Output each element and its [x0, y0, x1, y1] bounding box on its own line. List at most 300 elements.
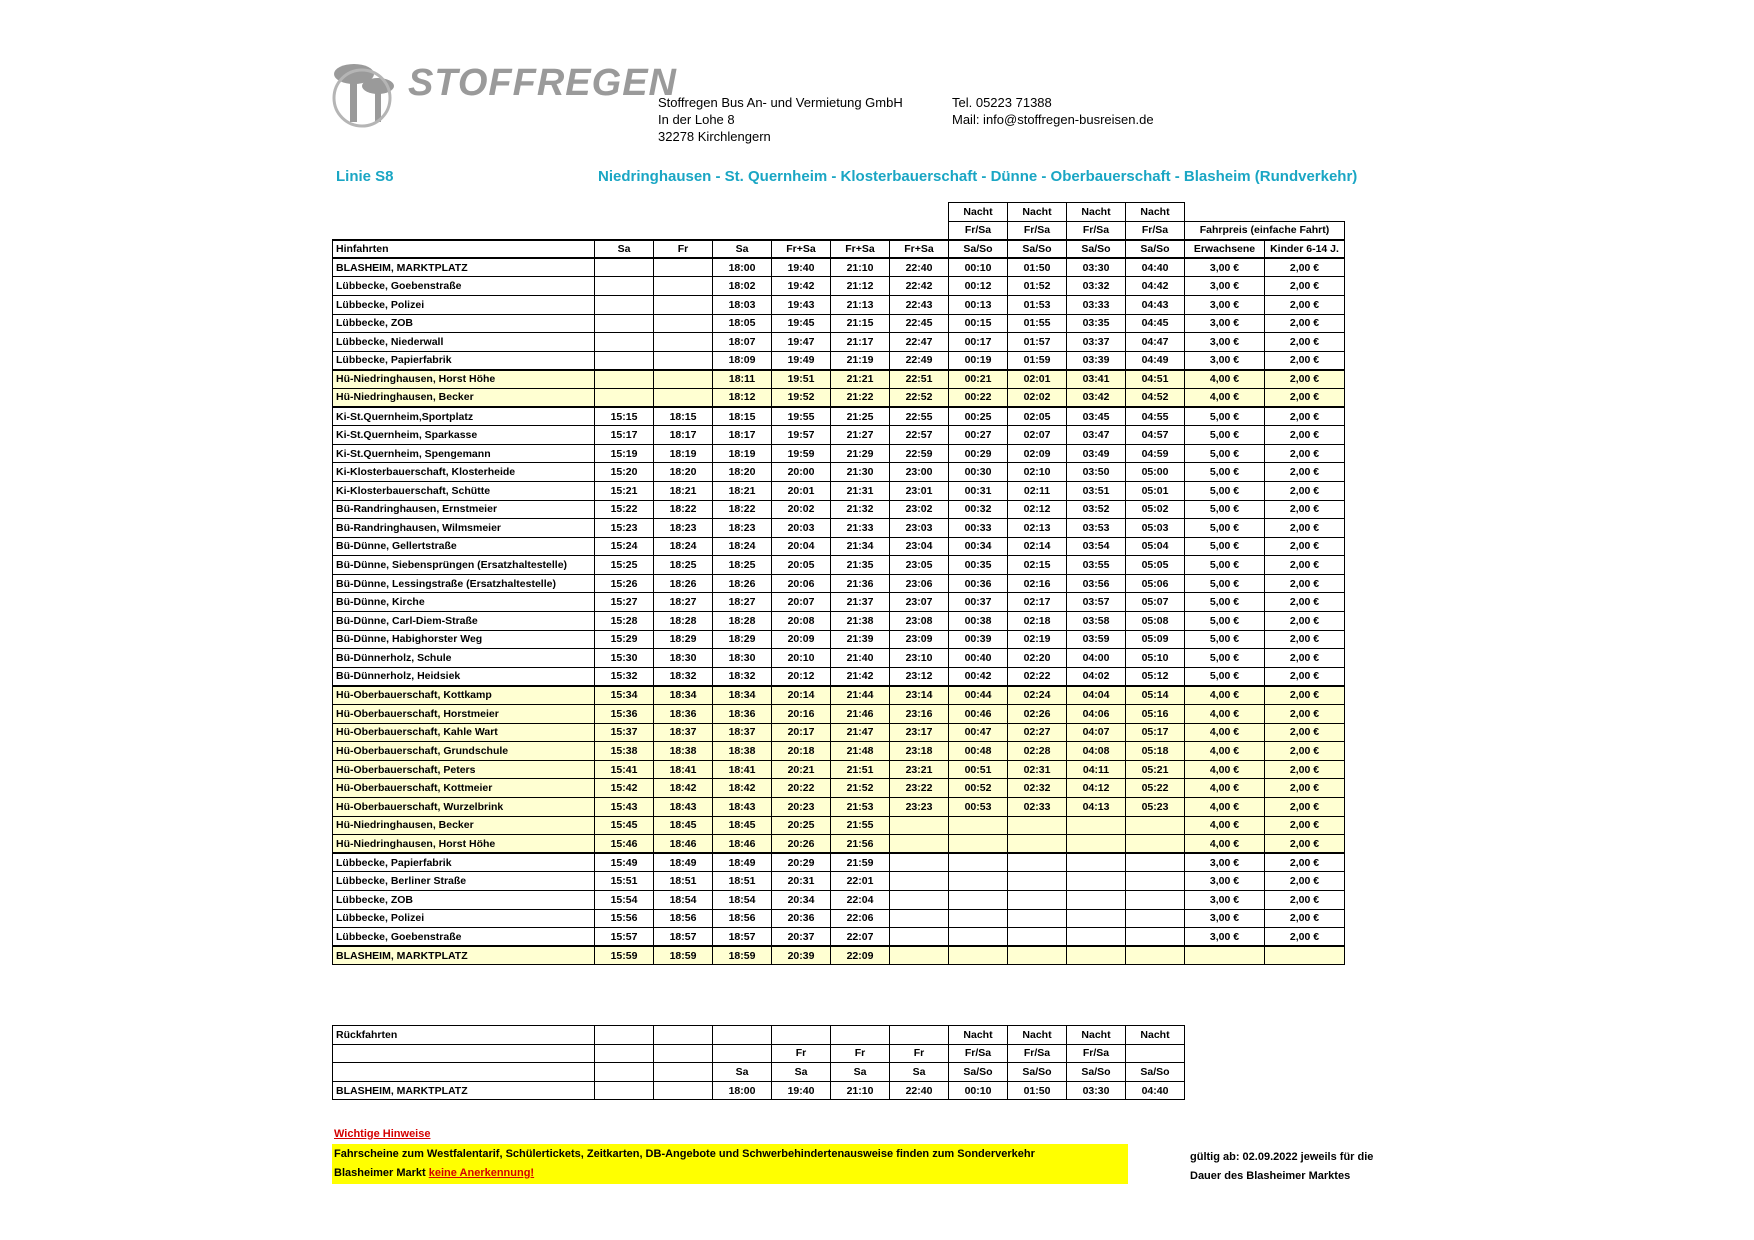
header-cell: Fr/Sa — [1008, 221, 1067, 240]
time-cell: 21:10 — [831, 1081, 890, 1100]
time-cell: 18:05 — [713, 314, 772, 333]
time-cell — [1008, 946, 1067, 965]
fare-cell: 2,00 € — [1265, 426, 1345, 445]
time-cell: 01:52 — [1008, 277, 1067, 296]
fare-cell: 3,00 € — [1185, 872, 1265, 891]
company-tel: Tel. 05223 71388 — [952, 95, 1052, 110]
time-cell: 15:36 — [595, 705, 654, 724]
fare-cell: 2,00 € — [1265, 649, 1345, 668]
company-contact — [952, 94, 1154, 128]
table-row — [333, 463, 1345, 482]
time-cell: 15:29 — [595, 630, 654, 649]
time-cell: 15:57 — [595, 928, 654, 947]
time-cell: 20:25 — [772, 816, 831, 835]
time-cell: 03:58 — [1067, 612, 1126, 631]
time-cell: 18:57 — [713, 928, 772, 947]
time-cell: 01:50 — [1008, 258, 1067, 277]
fare-cell: 4,00 € — [1185, 705, 1265, 724]
time-cell: 02:10 — [1008, 463, 1067, 482]
time-cell: 20:39 — [772, 946, 831, 965]
time-cell: 18:11 — [713, 370, 772, 389]
time-cell: 20:36 — [772, 909, 831, 928]
fare-cell: 2,00 € — [1265, 407, 1345, 426]
fare-cell: 5,00 € — [1185, 667, 1265, 686]
fare-cell: 2,00 € — [1265, 537, 1345, 556]
fare-cell: 2,00 € — [1265, 742, 1345, 761]
table-row — [333, 351, 1345, 370]
time-cell: 03:33 — [1067, 295, 1126, 314]
time-cell: 04:59 — [1126, 444, 1185, 463]
time-cell: 18:59 — [654, 946, 713, 965]
return-row — [333, 1026, 1185, 1045]
time-cell: 18:49 — [654, 853, 713, 872]
time-cell: 21:44 — [831, 686, 890, 705]
notes-warning: keine Anerkennung! — [428, 1167, 535, 1179]
time-cell: 20:05 — [772, 556, 831, 575]
validity-line-2: Dauer des Blasheimer Marktes — [1190, 1170, 1351, 1182]
fare-cell: 4,00 € — [1185, 686, 1265, 705]
time-cell: 15:20 — [595, 463, 654, 482]
time-cell: 23:00 — [890, 463, 949, 482]
outbound-timetable — [332, 202, 1345, 965]
time-cell: 00:27 — [949, 426, 1008, 445]
time-cell: 21:10 — [831, 258, 890, 277]
time-cell: 05:18 — [1126, 742, 1185, 761]
time-cell: 20:09 — [772, 630, 831, 649]
time-cell: 23:07 — [890, 593, 949, 612]
table-row — [333, 890, 1345, 909]
fare-cell: 5,00 € — [1185, 481, 1265, 500]
time-cell: 20:29 — [772, 853, 831, 872]
fare-cell: 4,00 € — [1185, 760, 1265, 779]
header-cell — [713, 221, 772, 240]
company-street: In der Lohe 8 — [658, 112, 735, 127]
time-cell: 18:56 — [654, 909, 713, 928]
time-cell: 18:15 — [654, 407, 713, 426]
time-cell: 00:47 — [949, 723, 1008, 742]
header-cell: Erwachsene — [1185, 240, 1265, 259]
time-cell: 18:46 — [713, 835, 772, 854]
stop-name: BLASHEIM, MARKTPLATZ — [333, 1081, 595, 1100]
time-cell: 19:59 — [772, 444, 831, 463]
stop-name: Hü-Oberbauerschaft, Kottmeier — [333, 779, 595, 798]
time-cell: 00:32 — [949, 500, 1008, 519]
fare-cell: 3,00 € — [1185, 351, 1265, 370]
time-cell: 21:13 — [831, 295, 890, 314]
time-cell: 22:01 — [831, 872, 890, 891]
stop-name: Lübbecke, ZOB — [333, 890, 595, 909]
stop-name: Lübbecke, Niederwall — [333, 333, 595, 352]
time-cell: 00:33 — [949, 519, 1008, 538]
time-cell — [890, 816, 949, 835]
stop-name: Bü-Dünne, Carl-Diem-Straße — [333, 612, 595, 631]
time-cell — [831, 1026, 890, 1045]
time-cell: 18:36 — [654, 705, 713, 724]
time-cell — [1008, 928, 1067, 947]
time-cell: 20:17 — [772, 723, 831, 742]
stop-name: BLASHEIM, MARKTPLATZ — [333, 258, 595, 277]
mushroom-tree-icon — [330, 60, 400, 130]
table-row — [333, 426, 1345, 445]
stop-name: Hü-Oberbauerschaft, Peters — [333, 760, 595, 779]
time-cell: 20:23 — [772, 798, 831, 817]
fare-cell: 4,00 € — [1185, 723, 1265, 742]
time-cell: 05:05 — [1126, 556, 1185, 575]
stop-name: Hü-Oberbauerschaft, Horstmeier — [333, 705, 595, 724]
header-cell — [1265, 203, 1345, 222]
time-cell: 18:22 — [654, 500, 713, 519]
time-cell — [949, 909, 1008, 928]
time-cell: Sa/So — [1008, 1063, 1067, 1082]
time-cell: 18:25 — [713, 556, 772, 575]
time-cell: 02:32 — [1008, 779, 1067, 798]
table-row — [333, 519, 1345, 538]
time-cell: 19:47 — [772, 333, 831, 352]
time-cell: 18:54 — [654, 890, 713, 909]
time-cell: 02:20 — [1008, 649, 1067, 668]
time-cell: 05:12 — [1126, 667, 1185, 686]
time-cell — [595, 295, 654, 314]
time-cell: 18:56 — [713, 909, 772, 928]
stop-name: Bü-Dünnerholz, Schule — [333, 649, 595, 668]
fare-cell: 2,00 € — [1265, 556, 1345, 575]
time-cell: 03:37 — [1067, 333, 1126, 352]
fare-cell: 2,00 € — [1265, 444, 1345, 463]
time-cell — [595, 388, 654, 407]
time-cell — [654, 388, 713, 407]
time-cell — [1126, 1044, 1185, 1063]
time-cell: 20:22 — [772, 779, 831, 798]
time-cell: 18:46 — [654, 835, 713, 854]
time-cell: 20:00 — [772, 463, 831, 482]
time-cell: 05:03 — [1126, 519, 1185, 538]
stop-name: Ki-St.Quernheim, Spengemann — [333, 444, 595, 463]
time-cell: 18:37 — [654, 723, 713, 742]
notes-line-1: Fahrscheine zum Westfalentarif, Schülertickets, Zeitkarten, DB-Angebote und Schwerbehindertenausweise finden zum Sonderverkehr — [334, 1148, 1035, 1160]
table-row — [333, 500, 1345, 519]
return-row — [333, 1044, 1185, 1063]
time-cell: 15:37 — [595, 723, 654, 742]
fare-cell: 2,00 € — [1265, 723, 1345, 742]
header-cell — [713, 203, 772, 222]
time-cell: 03:47 — [1067, 426, 1126, 445]
return-row — [333, 1081, 1185, 1100]
table-row — [333, 388, 1345, 407]
time-cell — [1008, 816, 1067, 835]
fare-cell: 2,00 € — [1265, 890, 1345, 909]
header-cell: Sa/So — [1126, 240, 1185, 259]
time-cell: 04:08 — [1067, 742, 1126, 761]
time-cell — [595, 314, 654, 333]
stop-name: Bü-Randringhausen, Wilmsmeier — [333, 519, 595, 538]
time-cell: 02:24 — [1008, 686, 1067, 705]
time-cell: 02:26 — [1008, 705, 1067, 724]
time-cell — [595, 258, 654, 277]
time-cell: 23:08 — [890, 612, 949, 631]
fare-cell — [1265, 946, 1345, 965]
time-cell: 21:25 — [831, 407, 890, 426]
time-cell: 22:49 — [890, 351, 949, 370]
fare-cell: 2,00 € — [1265, 909, 1345, 928]
table-row — [333, 835, 1345, 854]
time-cell — [1008, 835, 1067, 854]
stop-name: Bü-Dünne, Kirche — [333, 593, 595, 612]
time-cell: 21:37 — [831, 593, 890, 612]
time-cell: 18:19 — [713, 444, 772, 463]
header-cell — [1185, 203, 1265, 222]
stop-name: Bü-Dünne, Siebensprüngen (Ersatzhaltestelle) — [333, 556, 595, 575]
fare-cell: 3,00 € — [1185, 314, 1265, 333]
time-cell: Sa/So — [1126, 1063, 1185, 1082]
stop-name: Ki-St.Quernheim,Sportplatz — [333, 407, 595, 426]
time-cell: 03:53 — [1067, 519, 1126, 538]
time-cell: 23:02 — [890, 500, 949, 519]
time-cell — [1126, 890, 1185, 909]
time-cell: 22:47 — [890, 333, 949, 352]
time-cell: 04:57 — [1126, 426, 1185, 445]
time-cell: 18:27 — [713, 593, 772, 612]
table-row — [333, 798, 1345, 817]
time-cell: 00:46 — [949, 705, 1008, 724]
time-cell: 22:42 — [890, 277, 949, 296]
time-cell — [1067, 909, 1126, 928]
header-cell: Sa — [713, 240, 772, 259]
time-cell: 15:43 — [595, 798, 654, 817]
fare-cell: 5,00 € — [1185, 630, 1265, 649]
time-cell — [654, 314, 713, 333]
time-cell — [949, 816, 1008, 835]
fare-cell: 3,00 € — [1185, 258, 1265, 277]
time-cell — [890, 928, 949, 947]
time-cell: 03:39 — [1067, 351, 1126, 370]
time-cell: 21:22 — [831, 388, 890, 407]
time-cell: 22:04 — [831, 890, 890, 909]
time-cell — [654, 277, 713, 296]
time-cell: 21:47 — [831, 723, 890, 742]
table-row — [333, 574, 1345, 593]
time-cell: 21:46 — [831, 705, 890, 724]
time-cell: 19:52 — [772, 388, 831, 407]
header-cell: Nacht — [1126, 203, 1185, 222]
time-cell: 22:52 — [890, 388, 949, 407]
time-cell: 18:07 — [713, 333, 772, 352]
time-cell: 18:51 — [654, 872, 713, 891]
time-cell: 23:16 — [890, 705, 949, 724]
time-cell: 15:38 — [595, 742, 654, 761]
fare-cell: 2,00 € — [1265, 333, 1345, 352]
time-cell: 21:12 — [831, 277, 890, 296]
time-cell: 21:53 — [831, 798, 890, 817]
fare-cell: 5,00 € — [1185, 574, 1265, 593]
time-cell: 22:55 — [890, 407, 949, 426]
time-cell: 02:16 — [1008, 574, 1067, 593]
time-cell: 03:49 — [1067, 444, 1126, 463]
table-row — [333, 295, 1345, 314]
time-cell — [1008, 890, 1067, 909]
time-cell: 03:56 — [1067, 574, 1126, 593]
time-cell: 21:36 — [831, 574, 890, 593]
company-address — [658, 94, 903, 145]
time-cell — [949, 872, 1008, 891]
time-cell: 02:27 — [1008, 723, 1067, 742]
time-cell: 18:02 — [713, 277, 772, 296]
stop-name: Lübbecke, Polizei — [333, 295, 595, 314]
time-cell: 02:28 — [1008, 742, 1067, 761]
time-cell: 04:47 — [1126, 333, 1185, 352]
time-cell: 15:34 — [595, 686, 654, 705]
time-cell: Fr/Sa — [1067, 1044, 1126, 1063]
time-cell: 02:22 — [1008, 667, 1067, 686]
time-cell: Nacht — [1126, 1026, 1185, 1045]
time-cell — [1126, 909, 1185, 928]
fare-cell: 2,00 € — [1265, 258, 1345, 277]
time-cell: 20:10 — [772, 649, 831, 668]
time-cell: 04:52 — [1126, 388, 1185, 407]
header-cell: Fr+Sa — [831, 240, 890, 259]
time-cell: Sa/So — [1067, 1063, 1126, 1082]
time-cell: 15:22 — [595, 500, 654, 519]
time-cell: 19:51 — [772, 370, 831, 389]
time-cell: 18:27 — [654, 593, 713, 612]
time-cell — [949, 890, 1008, 909]
time-cell: 15:46 — [595, 835, 654, 854]
time-cell: 04:00 — [1067, 649, 1126, 668]
time-cell: 18:54 — [713, 890, 772, 909]
time-cell: 18:43 — [713, 798, 772, 817]
time-cell: 05:09 — [1126, 630, 1185, 649]
logo-wordmark: STOFFREGEN — [408, 62, 677, 104]
time-cell: 05:16 — [1126, 705, 1185, 724]
stop-name: Lübbecke, Papierfabrik — [333, 351, 595, 370]
time-cell: 02:01 — [1008, 370, 1067, 389]
time-cell: 15:25 — [595, 556, 654, 575]
stop-name: Hü-Niedringhausen, Becker — [333, 388, 595, 407]
time-cell: 22:59 — [890, 444, 949, 463]
table-row — [333, 667, 1345, 686]
time-cell: 05:00 — [1126, 463, 1185, 482]
stop-name: Ki-St.Quernheim, Sparkasse — [333, 426, 595, 445]
time-cell: 02:09 — [1008, 444, 1067, 463]
fare-cell: 5,00 € — [1185, 556, 1265, 575]
time-cell: 00:29 — [949, 444, 1008, 463]
stop-name: Bü-Dünne, Gellertstraße — [333, 537, 595, 556]
fare-cell: 5,00 € — [1185, 593, 1265, 612]
table-row — [333, 853, 1345, 872]
time-cell: 05:21 — [1126, 760, 1185, 779]
fare-cell: 3,00 € — [1185, 890, 1265, 909]
table-row — [333, 928, 1345, 947]
notes-title: Wichtige Hinweise — [334, 1128, 431, 1140]
company-name: Stoffregen Bus An- und Vermietung GmbH — [658, 95, 903, 110]
table-row — [333, 723, 1345, 742]
time-cell: 05:22 — [1126, 779, 1185, 798]
time-cell: 18:28 — [713, 612, 772, 631]
stop-name: Hü-Oberbauerschaft, Grundschule — [333, 742, 595, 761]
header-cell: Nacht — [1067, 203, 1126, 222]
time-cell: 21:51 — [831, 760, 890, 779]
time-cell: 21:56 — [831, 835, 890, 854]
table-row — [333, 258, 1345, 277]
time-cell: 18:30 — [713, 649, 772, 668]
time-cell: 15:54 — [595, 890, 654, 909]
header-cell — [595, 203, 654, 222]
time-cell — [654, 258, 713, 277]
fare-cell: 2,00 € — [1265, 481, 1345, 500]
time-cell: Fr — [890, 1044, 949, 1063]
time-cell: 05:02 — [1126, 500, 1185, 519]
time-cell: 18:41 — [713, 760, 772, 779]
time-cell: 04:42 — [1126, 277, 1185, 296]
stop-name: Lübbecke, Papierfabrik — [333, 853, 595, 872]
time-cell — [595, 277, 654, 296]
time-cell: 20:16 — [772, 705, 831, 724]
time-cell: 15:28 — [595, 612, 654, 631]
time-cell: 02:33 — [1008, 798, 1067, 817]
table-row — [333, 742, 1345, 761]
time-cell: 20:04 — [772, 537, 831, 556]
time-cell: 15:15 — [595, 407, 654, 426]
time-cell: 15:42 — [595, 779, 654, 798]
time-cell: 18:59 — [713, 946, 772, 965]
time-cell: 22:09 — [831, 946, 890, 965]
table-row — [333, 946, 1345, 965]
time-cell: 02:07 — [1008, 426, 1067, 445]
header-cell: Fr/Sa — [949, 221, 1008, 240]
time-cell: 02:14 — [1008, 537, 1067, 556]
table-row — [333, 630, 1345, 649]
time-cell: 20:34 — [772, 890, 831, 909]
time-cell — [890, 909, 949, 928]
time-cell: 23:05 — [890, 556, 949, 575]
fare-cell: 2,00 € — [1265, 463, 1345, 482]
time-cell: 20:21 — [772, 760, 831, 779]
time-cell: 18:57 — [654, 928, 713, 947]
notes-line-2-text: Blasheimer Markt — [334, 1167, 429, 1179]
time-cell: 18:45 — [654, 816, 713, 835]
time-cell — [890, 835, 949, 854]
time-cell: 19:42 — [772, 277, 831, 296]
time-cell — [1067, 816, 1126, 835]
time-cell: 00:25 — [949, 407, 1008, 426]
time-cell: 21:19 — [831, 351, 890, 370]
table-row — [333, 649, 1345, 668]
time-cell: 00:34 — [949, 537, 1008, 556]
fare-cell: 2,00 € — [1265, 519, 1345, 538]
time-cell: 18:42 — [713, 779, 772, 798]
time-cell: 18:00 — [713, 1081, 772, 1100]
time-cell: 04:12 — [1067, 779, 1126, 798]
time-cell: 20:08 — [772, 612, 831, 631]
table-row — [333, 444, 1345, 463]
stop-name: Hü-Oberbauerschaft, Wurzelbrink — [333, 798, 595, 817]
time-cell: 19:55 — [772, 407, 831, 426]
time-cell: 03:30 — [1067, 258, 1126, 277]
table-row — [333, 556, 1345, 575]
fare-cell: 3,00 € — [1185, 277, 1265, 296]
stop-name: Lübbecke, Goebenstraße — [333, 928, 595, 947]
stop-name: Bü-Dünne, Habighorster Weg — [333, 630, 595, 649]
time-cell — [949, 835, 1008, 854]
time-cell: 18:34 — [713, 686, 772, 705]
time-cell: 00:40 — [949, 649, 1008, 668]
time-cell: 22:06 — [831, 909, 890, 928]
time-cell: 03:50 — [1067, 463, 1126, 482]
fare-cell: 2,00 € — [1265, 500, 1345, 519]
time-cell: 18:21 — [713, 481, 772, 500]
time-cell — [1067, 946, 1126, 965]
time-cell — [949, 946, 1008, 965]
time-cell: 22:07 — [831, 928, 890, 947]
